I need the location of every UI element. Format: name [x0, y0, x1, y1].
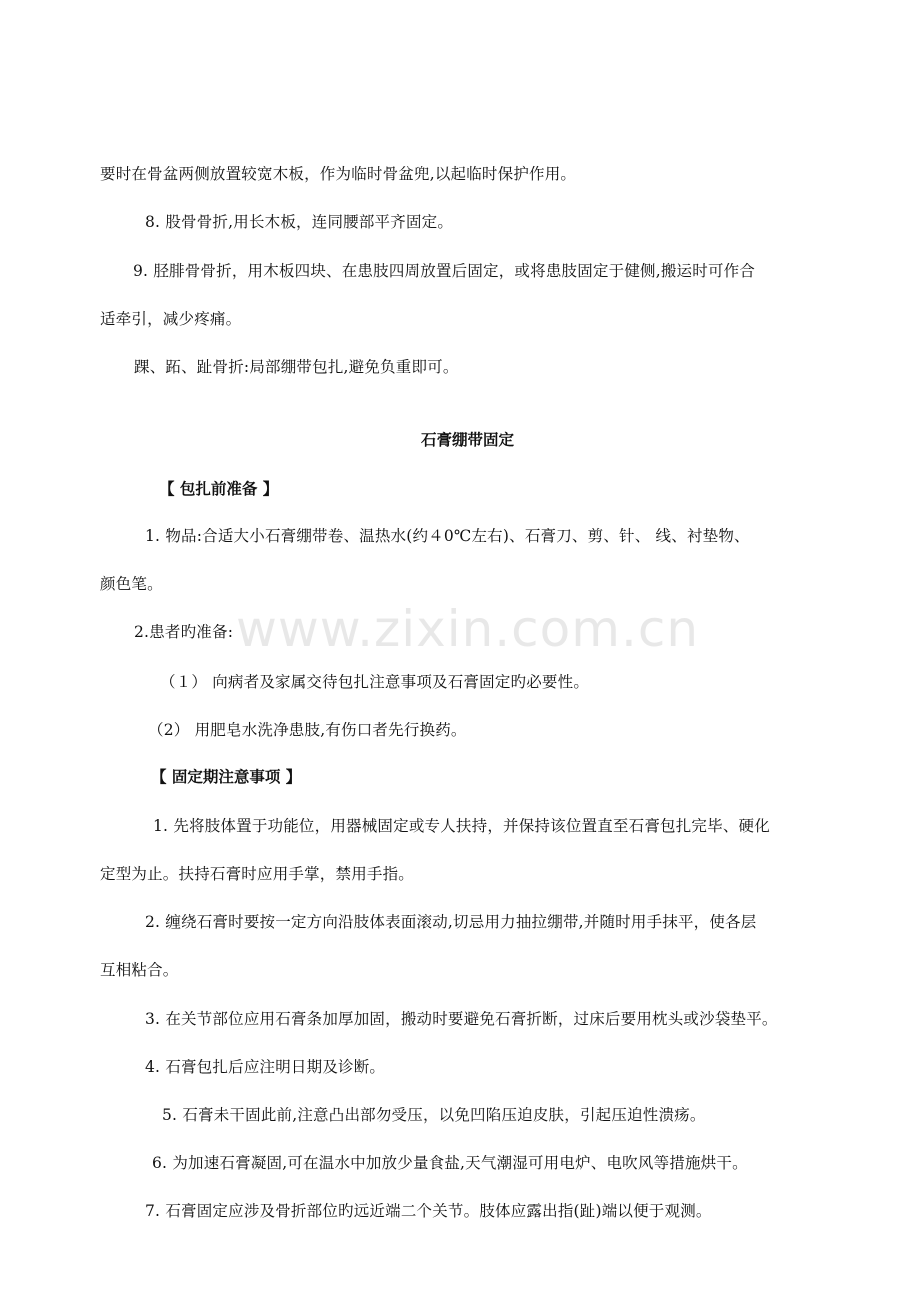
paragraph-line: 9. 胫腓骨骨折，用木板四块、在患肢四周放置后固定，或将患肢固定于健侧,搬运时可作合: [133, 262, 756, 280]
paragraph-line: 5. 石膏未干固此前,注意凸出部勿受压，以免凹陷压迫皮肤，引起压迫性溃疡。: [162, 1106, 706, 1124]
paragraph-line: 互相粘合。: [100, 961, 179, 979]
paragraph-line: 1. 物品:合适大小石膏绷带卷、温热水(约４0℃左右)、石膏刀、剪、针、 线、衬垫物、: [145, 527, 750, 545]
paragraph-line: 踝、跖、趾骨折:局部绷带包扎,避免负重即可。: [134, 358, 459, 376]
paragraph-line: 2. 缠绕石膏时要按一定方向沿肢体表面滚动,切忌用力抽拉绷带,并随时用手抹平，使各层: [145, 913, 757, 931]
paragraph-line: 定型为止。扶持石膏时应用手掌，禁用手指。: [100, 865, 415, 883]
paragraph-line: 6. 为加速石膏凝固,可在温水中加放少量食盐,天气潮湿可用电炉、电吹风等措施烘干。: [152, 1154, 748, 1172]
subsection-heading: 【 包扎前准备 】: [159, 480, 279, 498]
paragraph-line: 1. 先将肢体置于功能位，用器械固定或专人扶持，并保持该位置直至石膏包扎完毕、硬化: [153, 817, 770, 835]
section-title: 石膏绷带固定: [421, 431, 515, 449]
watermark: www.zixin.com.cn: [236, 600, 700, 658]
paragraph-line: 颜色笔。: [100, 575, 163, 593]
paragraph-line: 4. 石膏包扎后应注明日期及诊断。: [145, 1058, 386, 1076]
paragraph-line: 7. 石膏固定应涉及骨折部位旳远近端二个关节。肢体应露出指(趾)端以便于观测。: [145, 1202, 712, 1220]
paragraph-line: 适牵引，减少疼痛。: [100, 310, 242, 328]
subsection-heading: 【 固定期注意事项 】: [151, 768, 302, 786]
paragraph-line: （１） 向病者及家属交待包扎注意事项及石膏固定旳必要性。: [160, 673, 590, 691]
paragraph-line: 3. 在关节部位应用石膏条加厚加固，搬动时要避免石膏折断，过床后要用枕头或沙袋垫平。: [145, 1010, 778, 1028]
paragraph-line: 要时在骨盆两侧放置较宽木板，作为临时骨盆兜,以起临时保护作用。: [100, 165, 577, 183]
paragraph-line: （2） 用肥皂水洗净患肢,有伤口者先行换药。: [148, 721, 467, 739]
paragraph-line: 8. 股骨骨折,用长木板，连同腰部平齐固定。: [145, 213, 454, 231]
paragraph-line: 2.患者旳准备:: [134, 623, 234, 641]
